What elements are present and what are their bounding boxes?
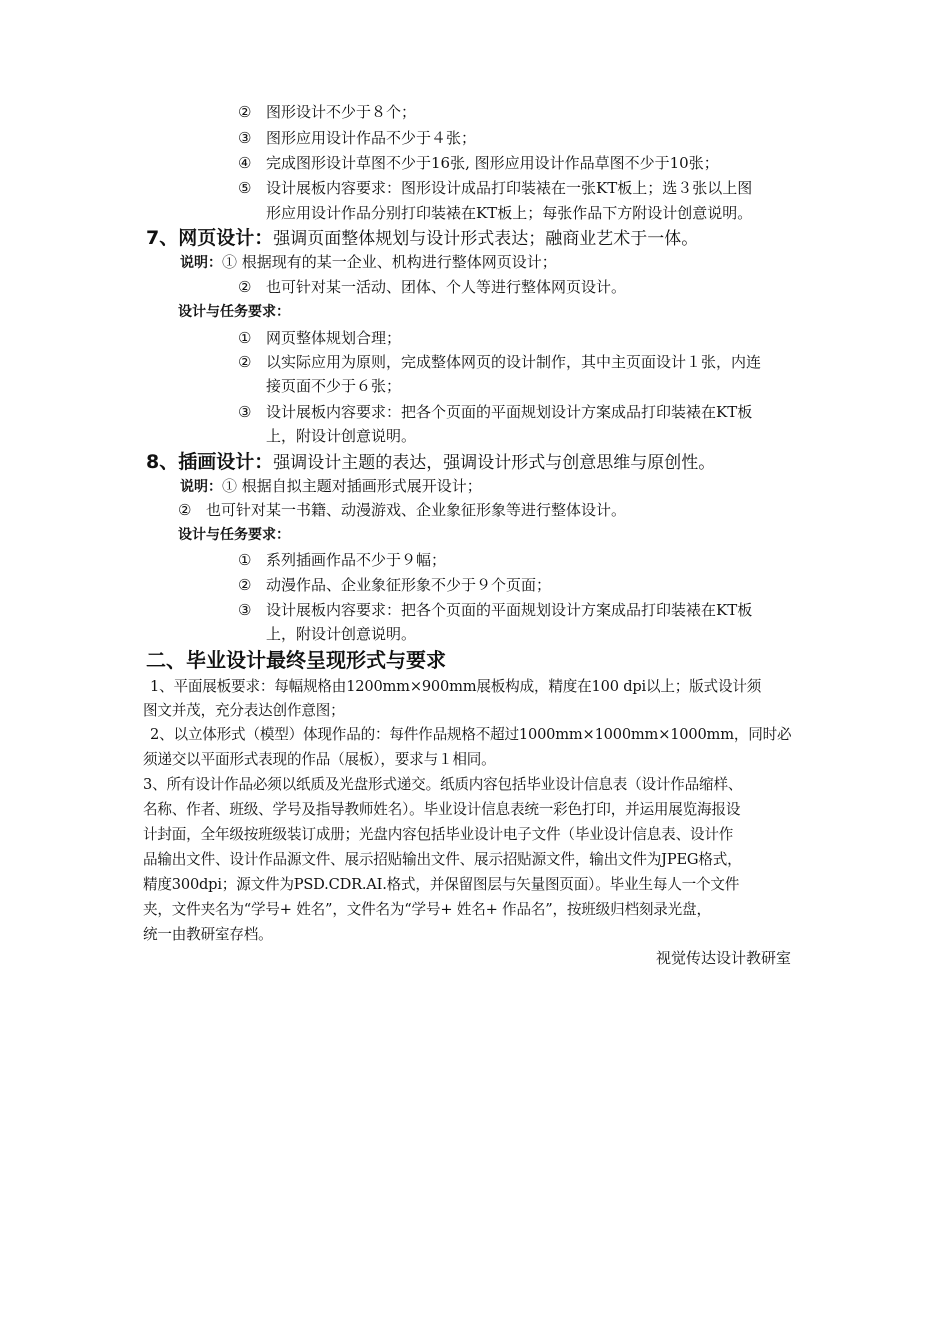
section-heading-7 bbox=[146, 224, 698, 253]
list-number: ③ bbox=[238, 403, 252, 421]
section-title: 8、插画设计： bbox=[146, 451, 274, 473]
list-text: 设计展板内容要求：把各个页面的平面规划设计方案成品打印装裱在KT板 bbox=[266, 403, 753, 421]
section-heading-8 bbox=[146, 448, 715, 477]
list-item bbox=[238, 126, 476, 151]
note-line bbox=[178, 498, 626, 523]
note-label: 说明： bbox=[180, 255, 222, 271]
list-number: ② bbox=[238, 576, 252, 594]
list-item-continuation: 接页面不少于６张； bbox=[266, 377, 402, 395]
list-number: ③ bbox=[238, 129, 252, 147]
note-number: ① bbox=[222, 253, 238, 271]
paragraph-line: 须递交以平面形式表现的作品（展板），要求与１相同。 bbox=[143, 751, 496, 768]
list-item bbox=[238, 400, 752, 425]
list-item bbox=[238, 326, 401, 351]
note-number: ① bbox=[222, 477, 238, 495]
list-item-continuation: 上，附设计创意说明。 bbox=[266, 625, 417, 643]
paragraph-line: 图文并茂，充分表达创作意图； bbox=[143, 702, 345, 719]
list-item bbox=[238, 350, 761, 375]
part-heading: 二、毕业设计最终呈现形式与要求 bbox=[146, 648, 446, 672]
list-number: ① bbox=[238, 329, 252, 347]
note-number: ② bbox=[238, 278, 252, 296]
list-number: ③ bbox=[238, 601, 252, 619]
list-text: 完成图形设计草图不少于16张, 图形应用设计作品草图不少于10张； bbox=[266, 154, 719, 172]
list-item bbox=[238, 548, 446, 573]
list-item-continuation: 形应用设计作品分别打印装裱在KT板上；每张作品下方附设计创意说明。 bbox=[266, 204, 753, 222]
paragraph-line: 名称、作者、班级、学号及指导教师姓名）。毕业设计信息表统一彩色打印，并运用展览海报设 bbox=[143, 801, 741, 818]
list-item-continuation: 上，附设计创意说明。 bbox=[266, 427, 417, 445]
paragraph-line: 品输出文件、设计作品源文件、展示招贴输出文件、展示招贴源文件，输出文件为JPEG格式， bbox=[143, 851, 742, 868]
note-text: 根据现有的某一企业、机构进行整体网页设计； bbox=[241, 253, 557, 271]
paragraph-line: 精度300dpi；源文件为PSD.CDR.AI.格式，并保留图层与矢量图页面）。毕业生每人一个文件 bbox=[143, 876, 740, 893]
list-text: 系列插画作品不少于９幅； bbox=[266, 551, 447, 569]
list-text: 动漫作品、企业象征形象不少于９个页面； bbox=[266, 576, 552, 594]
paragraph-line: 计封面，全年级按班级装订成册；光盘内容包括毕业设计电子文件（毕业设计信息表、设计作 bbox=[143, 826, 734, 843]
note-line bbox=[180, 250, 557, 276]
section-description: 强调页面整体规划与设计形式表达；融商业艺术于一体。 bbox=[273, 229, 699, 249]
note-number: ② bbox=[178, 501, 192, 519]
list-text: 图形应用设计作品不少于４张； bbox=[266, 129, 477, 147]
list-text: 设计展板内容要求：图形设计成品打印装裱在一张KT板上；选３张以上图 bbox=[266, 179, 753, 197]
task-label: 设计与任务要求： bbox=[178, 304, 290, 320]
list-item bbox=[238, 573, 551, 598]
list-item bbox=[238, 100, 416, 125]
note-text: 也可针对某一书籍、动漫游戏、企业象征形象等进行整体设计。 bbox=[206, 501, 627, 519]
paragraph-line: 1、平面展板要求：每幅规格由1200mm×900mm展板构成，精度在100 dpi以上；版式设计须 bbox=[150, 678, 762, 695]
note-text: 根据自拟主题对插画形式展开设计； bbox=[241, 477, 482, 495]
list-item bbox=[238, 151, 719, 176]
paragraph-line: 夹，文件夹名为“学号+ 姓名”，文件名为“学号+ 姓名+ 作品名”，按班级归档刻录光盘， bbox=[143, 901, 711, 918]
paragraph-line: 统一由教研室存档。 bbox=[143, 926, 273, 943]
task-label: 设计与任务要求： bbox=[178, 527, 290, 543]
section-description: 强调设计主题的表达，强调设计形式与创意思维与原创性。 bbox=[273, 453, 716, 473]
list-item bbox=[238, 598, 752, 623]
note-line bbox=[180, 474, 482, 500]
list-number: ④ bbox=[238, 154, 252, 172]
list-number: ② bbox=[238, 353, 252, 371]
list-text: 设计展板内容要求：把各个页面的平面规划设计方案成品打印装裱在KT板 bbox=[266, 601, 753, 619]
list-number: ① bbox=[238, 551, 252, 569]
section-title: 7、网页设计： bbox=[146, 227, 274, 249]
note-text: 也可针对某一活动、团体、个人等进行整体网页设计。 bbox=[266, 278, 627, 296]
note-label: 说明： bbox=[180, 479, 222, 495]
note-line bbox=[238, 275, 626, 300]
list-number: ⑤ bbox=[238, 179, 252, 197]
list-number: ② bbox=[238, 103, 252, 121]
signature: 视觉传达设计教研室 bbox=[656, 949, 792, 967]
list-item bbox=[238, 176, 752, 201]
list-text: 网页整体规划合理； bbox=[266, 329, 402, 347]
list-text: 以实际应用为原则，完成整体网页的设计制作，其中主页面设计１张，内连 bbox=[266, 353, 762, 371]
paragraph-line: 2、以立体形式（模型）体现作品的：每件作品规格不超过1000mm×1000mm×1000mm，同时必 bbox=[150, 726, 792, 743]
list-text: 图形设计不少于８个； bbox=[266, 103, 417, 121]
paragraph-line: 3、所有设计作品必须以纸质及光盘形式递交。纸质内容包括毕业设计信息表（设计作品缩样、 bbox=[143, 776, 743, 793]
